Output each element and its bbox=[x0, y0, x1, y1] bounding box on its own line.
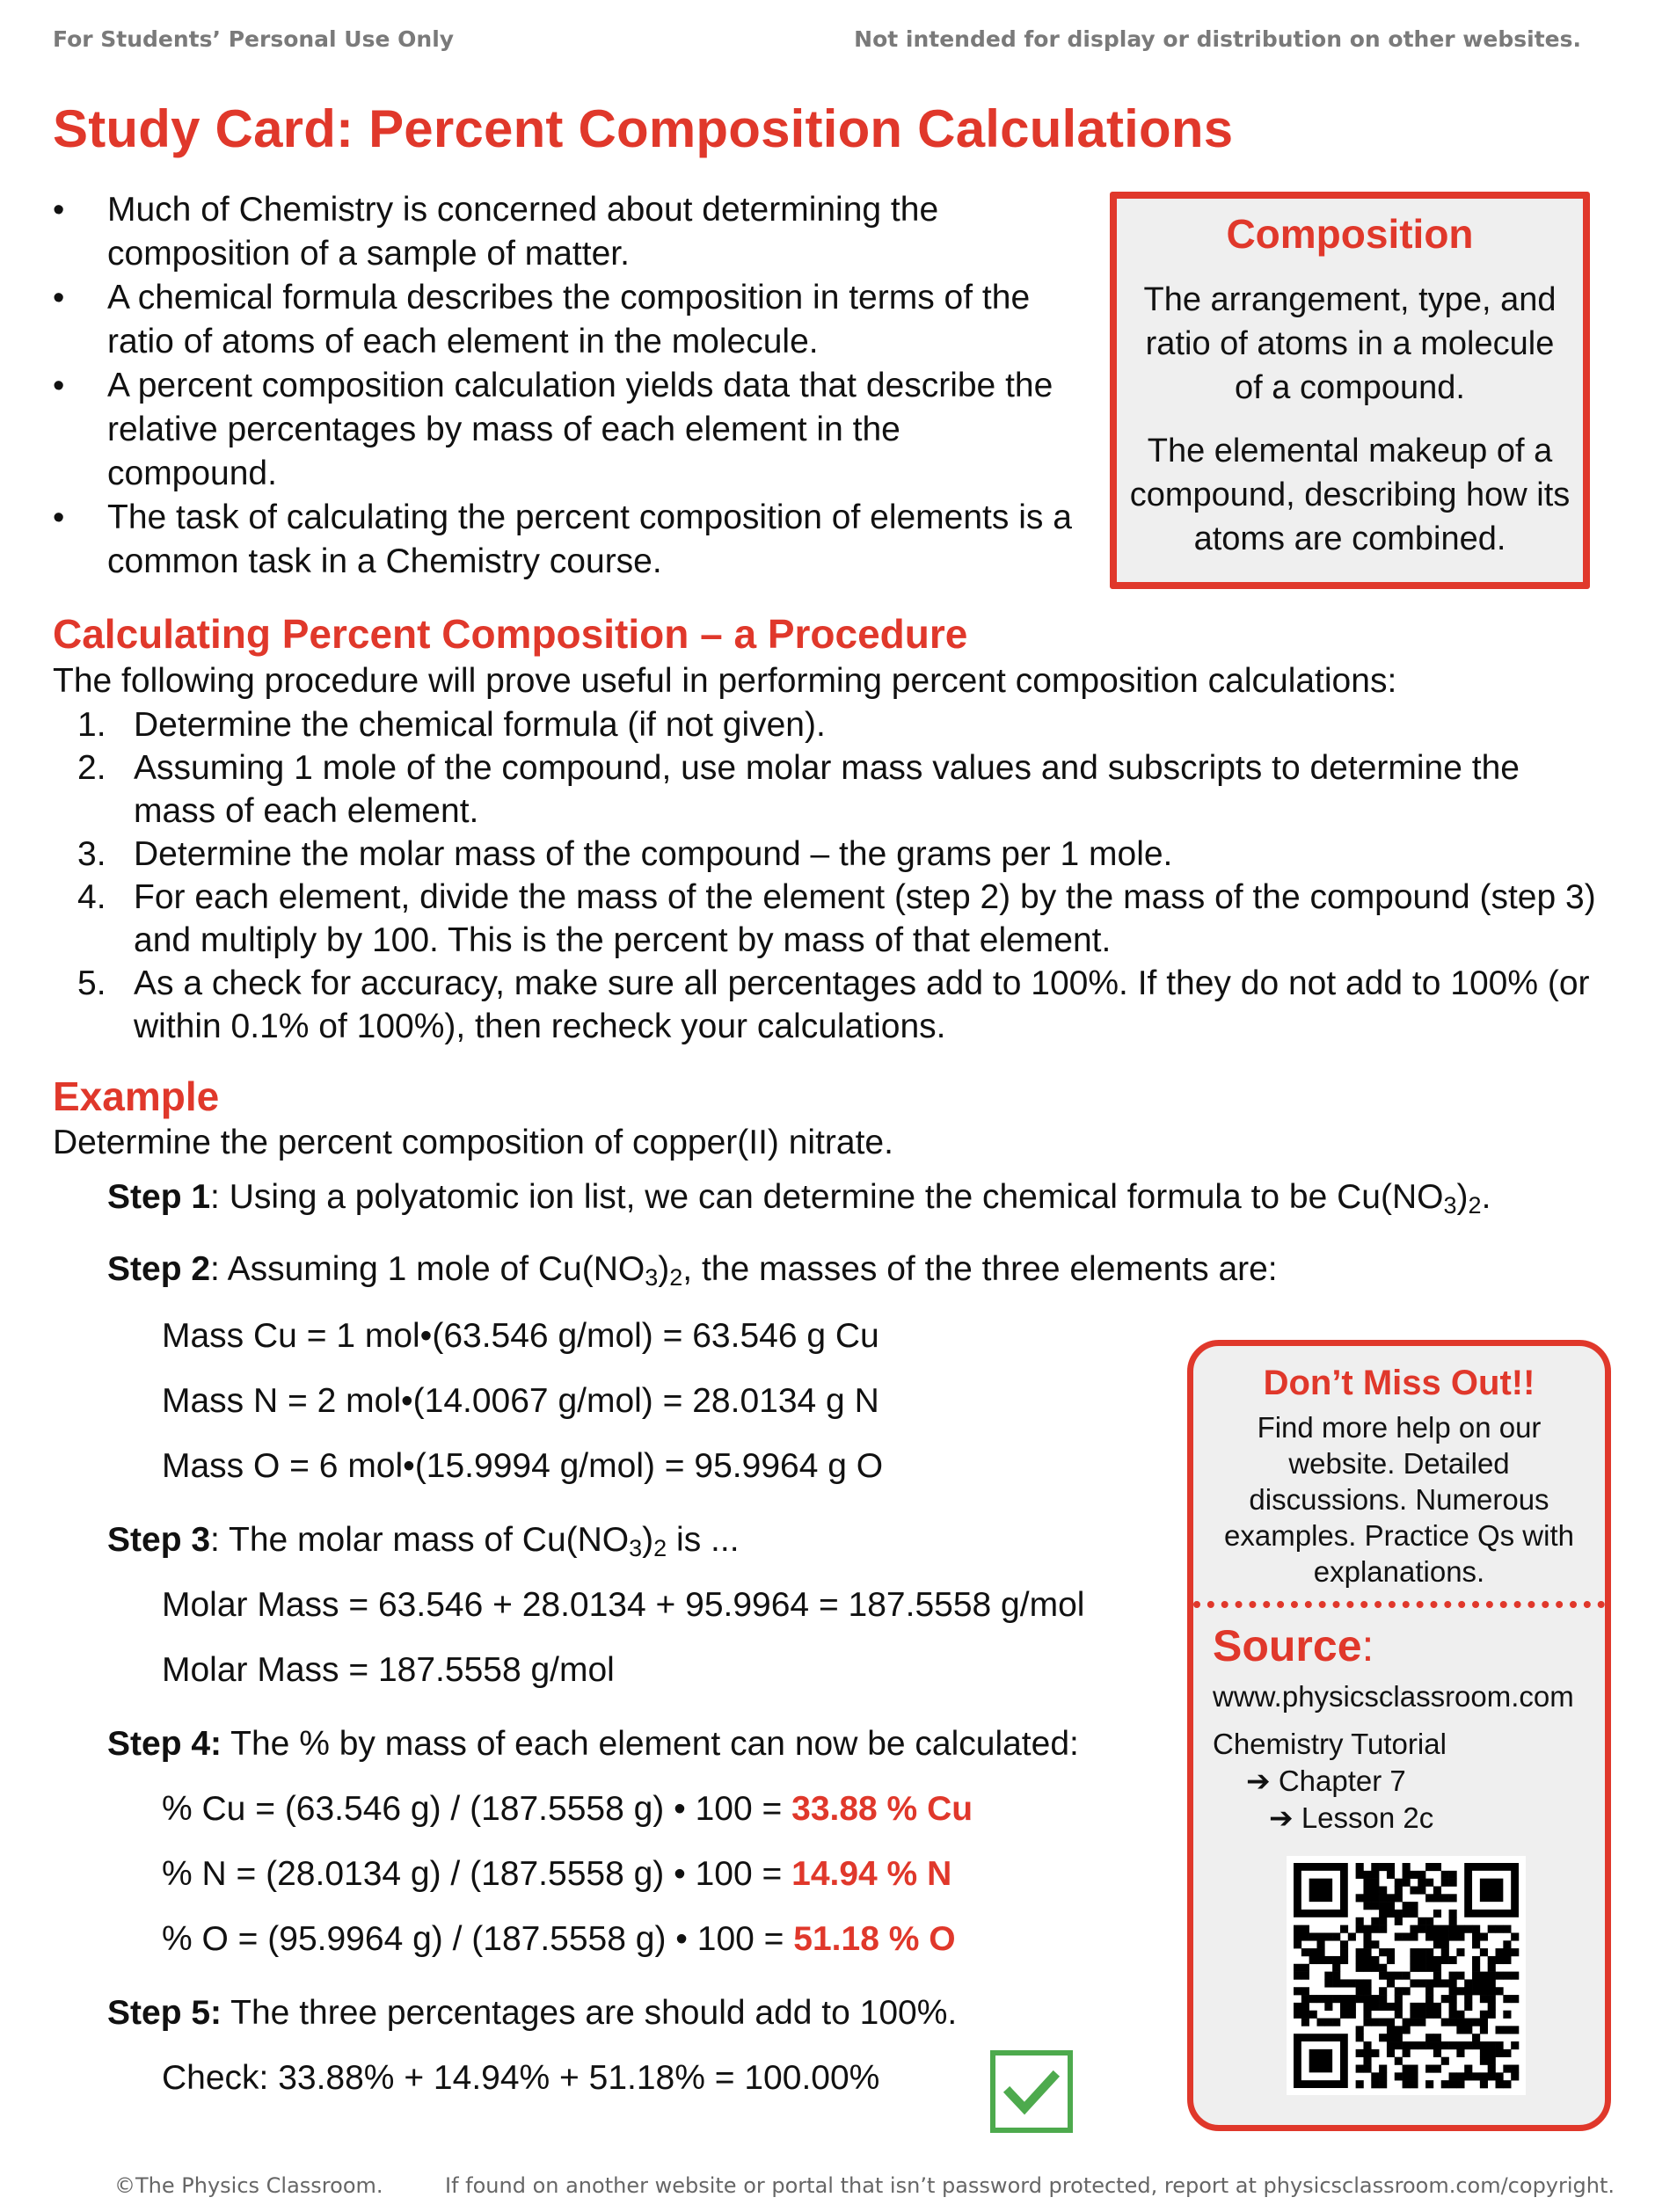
footer-report-note: If found on another website or portal that isn’t password protected, report at physicsclassroom.com/copyright. bbox=[445, 2173, 1615, 2198]
subscript: 2 bbox=[669, 1264, 683, 1291]
step-label: Step 5: bbox=[107, 1994, 222, 2032]
subscript: 3 bbox=[629, 1535, 643, 1561]
step-number: 5. bbox=[77, 964, 106, 1002]
source-label bbox=[1213, 1620, 1374, 1671]
footer-copyright: ©The Physics Classroom. bbox=[114, 2173, 383, 2198]
lesson-link[interactable]: ➔ Lesson 2c bbox=[1269, 1801, 1434, 1834]
step-text: is ... bbox=[667, 1521, 740, 1559]
step-text: ) bbox=[642, 1521, 654, 1559]
sidebox-text: Find more help on our website. Detailed discussions. Numerous examples. Practice Qs with explanations. bbox=[1224, 1411, 1574, 1588]
percent-calc: % Cu = (63.546 g) / (187.5558 g) • 100 = bbox=[162, 1790, 792, 1828]
mass-o-line: Mass O = 6 mol•(15.9994 g/mol) = 95.9964 g O bbox=[162, 1447, 884, 1485]
dont-miss-out-box bbox=[1187, 1340, 1611, 2131]
step-text: As a check for accuracy, make sure all percentages add to 100%. If they do not add to 100% (or within 0.1% of 100%), then recheck your calculations. bbox=[134, 964, 1590, 1045]
source-url[interactable]: www.physicsclassroom.com bbox=[1213, 1680, 1574, 1713]
check-line: Check: 33.88% + 14.94% + 51.18% = 100.00% bbox=[162, 2059, 880, 2097]
procedure-step-list bbox=[53, 703, 1609, 1048]
molar-mass-sum-line: Molar Mass = 63.546 + 28.0134 + 95.9964 = 187.5558 g/mol bbox=[162, 1586, 1085, 1624]
intro-bullet: • A percent composition calculation yields data that describe the relative percentages by mass of each element in the compound. bbox=[53, 364, 1073, 496]
mass-cu-line: Mass Cu = 1 mol•(63.546 g/mol) = 63.546 g Cu bbox=[162, 1317, 879, 1355]
step-number: 1. bbox=[77, 706, 106, 744]
composition-definition-1: The arrangement, type, and ratio of atoms in a molecule of a compound. bbox=[1143, 281, 1557, 406]
source-label-text: Source bbox=[1213, 1621, 1362, 1670]
procedure-step bbox=[53, 746, 1609, 833]
subscript: 3 bbox=[645, 1264, 659, 1291]
mass-n-line: Mass N = 2 mol•(14.0067 g/mol) = 28.0134 g N bbox=[162, 1382, 879, 1420]
intro-bullet: • The task of calculating the percent composition of elements is a common task in a Chemistry course. bbox=[53, 496, 1073, 584]
step-label: Step 1 bbox=[107, 1178, 211, 1216]
example-heading: Example bbox=[53, 1073, 220, 1119]
step-text: Determine the chemical formula (if not given). bbox=[134, 706, 826, 744]
step-text: Assuming 1 mole of the compound, use molar mass values and subscripts to determine the mass of each element. bbox=[134, 749, 1520, 830]
step-text: , the masses of the three elements are: bbox=[682, 1250, 1278, 1288]
percent-calc: % O = (95.9964 g) / (187.5558 g) • 100 = bbox=[162, 1920, 794, 1958]
step-text: ) bbox=[1456, 1178, 1469, 1216]
step-number: 3. bbox=[77, 835, 106, 873]
step-text: . bbox=[1481, 1178, 1491, 1216]
example-step-2 bbox=[107, 1250, 1278, 1289]
intro-bullet: • Much of Chemistry is concerned about determining the composition of a sample of matter. bbox=[53, 188, 1073, 276]
step-label: Step 2 bbox=[107, 1250, 211, 1288]
chapter-link[interactable]: ➔ Chapter 7 bbox=[1246, 1765, 1406, 1797]
tutorial-name: Chemistry Tutorial bbox=[1213, 1728, 1447, 1760]
percent-calc: % N = (28.0134 g) / (187.5558 g) • 100 = bbox=[162, 1855, 792, 1893]
tutorial-path bbox=[1213, 1726, 1447, 1837]
procedure-heading: Calculating Percent Composition – a Procedure bbox=[53, 611, 968, 657]
example-step-3 bbox=[107, 1521, 740, 1560]
step-text: Determine the molar mass of the compound – the grams per 1 mole. bbox=[134, 835, 1173, 873]
percent-o-line bbox=[162, 1920, 956, 1959]
example-step-5 bbox=[107, 1994, 957, 2033]
procedure-step bbox=[53, 876, 1609, 962]
composition-box-title: Composition bbox=[1226, 211, 1474, 257]
step-label: Step 3 bbox=[107, 1521, 211, 1559]
sidebox-title: Don’t Miss Out!! bbox=[1263, 1364, 1535, 1402]
dotted-divider bbox=[1193, 1601, 1605, 1608]
step-number: 2. bbox=[77, 749, 106, 787]
step-text: The % by mass of each element can now be calculated: bbox=[222, 1725, 1079, 1763]
header-distribution-note: Not intended for display or distribution on other websites. bbox=[854, 26, 1581, 52]
percent-result: 51.18 % O bbox=[793, 1920, 956, 1958]
composition-definition-box bbox=[1110, 192, 1590, 589]
procedure-step bbox=[53, 833, 1609, 876]
source-colon: : bbox=[1361, 1621, 1374, 1670]
percent-cu-line bbox=[162, 1790, 973, 1829]
qr-code-icon[interactable] bbox=[1287, 1856, 1526, 2095]
subscript: 2 bbox=[653, 1535, 667, 1561]
composition-definition-2: The elemental makeup of a compound, describing how its atoms are combined. bbox=[1129, 433, 1571, 557]
page-title: Study Card: Percent Composition Calculations bbox=[53, 99, 1234, 158]
header-personal-use: For Students’ Personal Use Only bbox=[53, 26, 455, 52]
intro-bullet: • A chemical formula describes the composition in terms of the ratio of atoms of each element in the molecule. bbox=[53, 276, 1073, 364]
example-step-4 bbox=[107, 1725, 1079, 1764]
step-text: : Assuming 1 mole of Cu(NO bbox=[210, 1250, 645, 1288]
procedure-step bbox=[53, 962, 1609, 1048]
step-label: Step 4: bbox=[107, 1725, 222, 1763]
check-icon bbox=[990, 2050, 1073, 2133]
subscript: 2 bbox=[1468, 1192, 1482, 1219]
procedure-intro: The following procedure will prove useful in performing percent composition calculations: bbox=[53, 662, 1397, 700]
intro-bullet-list bbox=[53, 188, 1073, 584]
step-text: ) bbox=[658, 1250, 670, 1288]
step-number: 4. bbox=[77, 878, 106, 916]
percent-result: 14.94 % N bbox=[791, 1855, 952, 1893]
step-text: : The molar mass of Cu(NO bbox=[210, 1521, 630, 1559]
step-text: : Using a polyatomic ion list, we can determine the chemical formula to be Cu(NO bbox=[210, 1178, 1444, 1216]
molar-mass-result-line: Molar Mass = 187.5558 g/mol bbox=[162, 1651, 615, 1689]
step-text: For each element, divide the mass of the element (step 2) by the mass of the compound (step 3) and multiply by 100. This is the percent by mass of that element. bbox=[134, 878, 1596, 959]
percent-n-line bbox=[162, 1855, 951, 1894]
example-step-1 bbox=[107, 1178, 1491, 1217]
subscript: 3 bbox=[1443, 1192, 1457, 1219]
percent-result: 33.88 % Cu bbox=[791, 1790, 973, 1828]
example-intro: Determine the percent composition of copper(II) nitrate. bbox=[53, 1124, 893, 1161]
step-text: The three percentages are should add to 100%. bbox=[222, 1994, 958, 2032]
procedure-step bbox=[53, 703, 1609, 746]
